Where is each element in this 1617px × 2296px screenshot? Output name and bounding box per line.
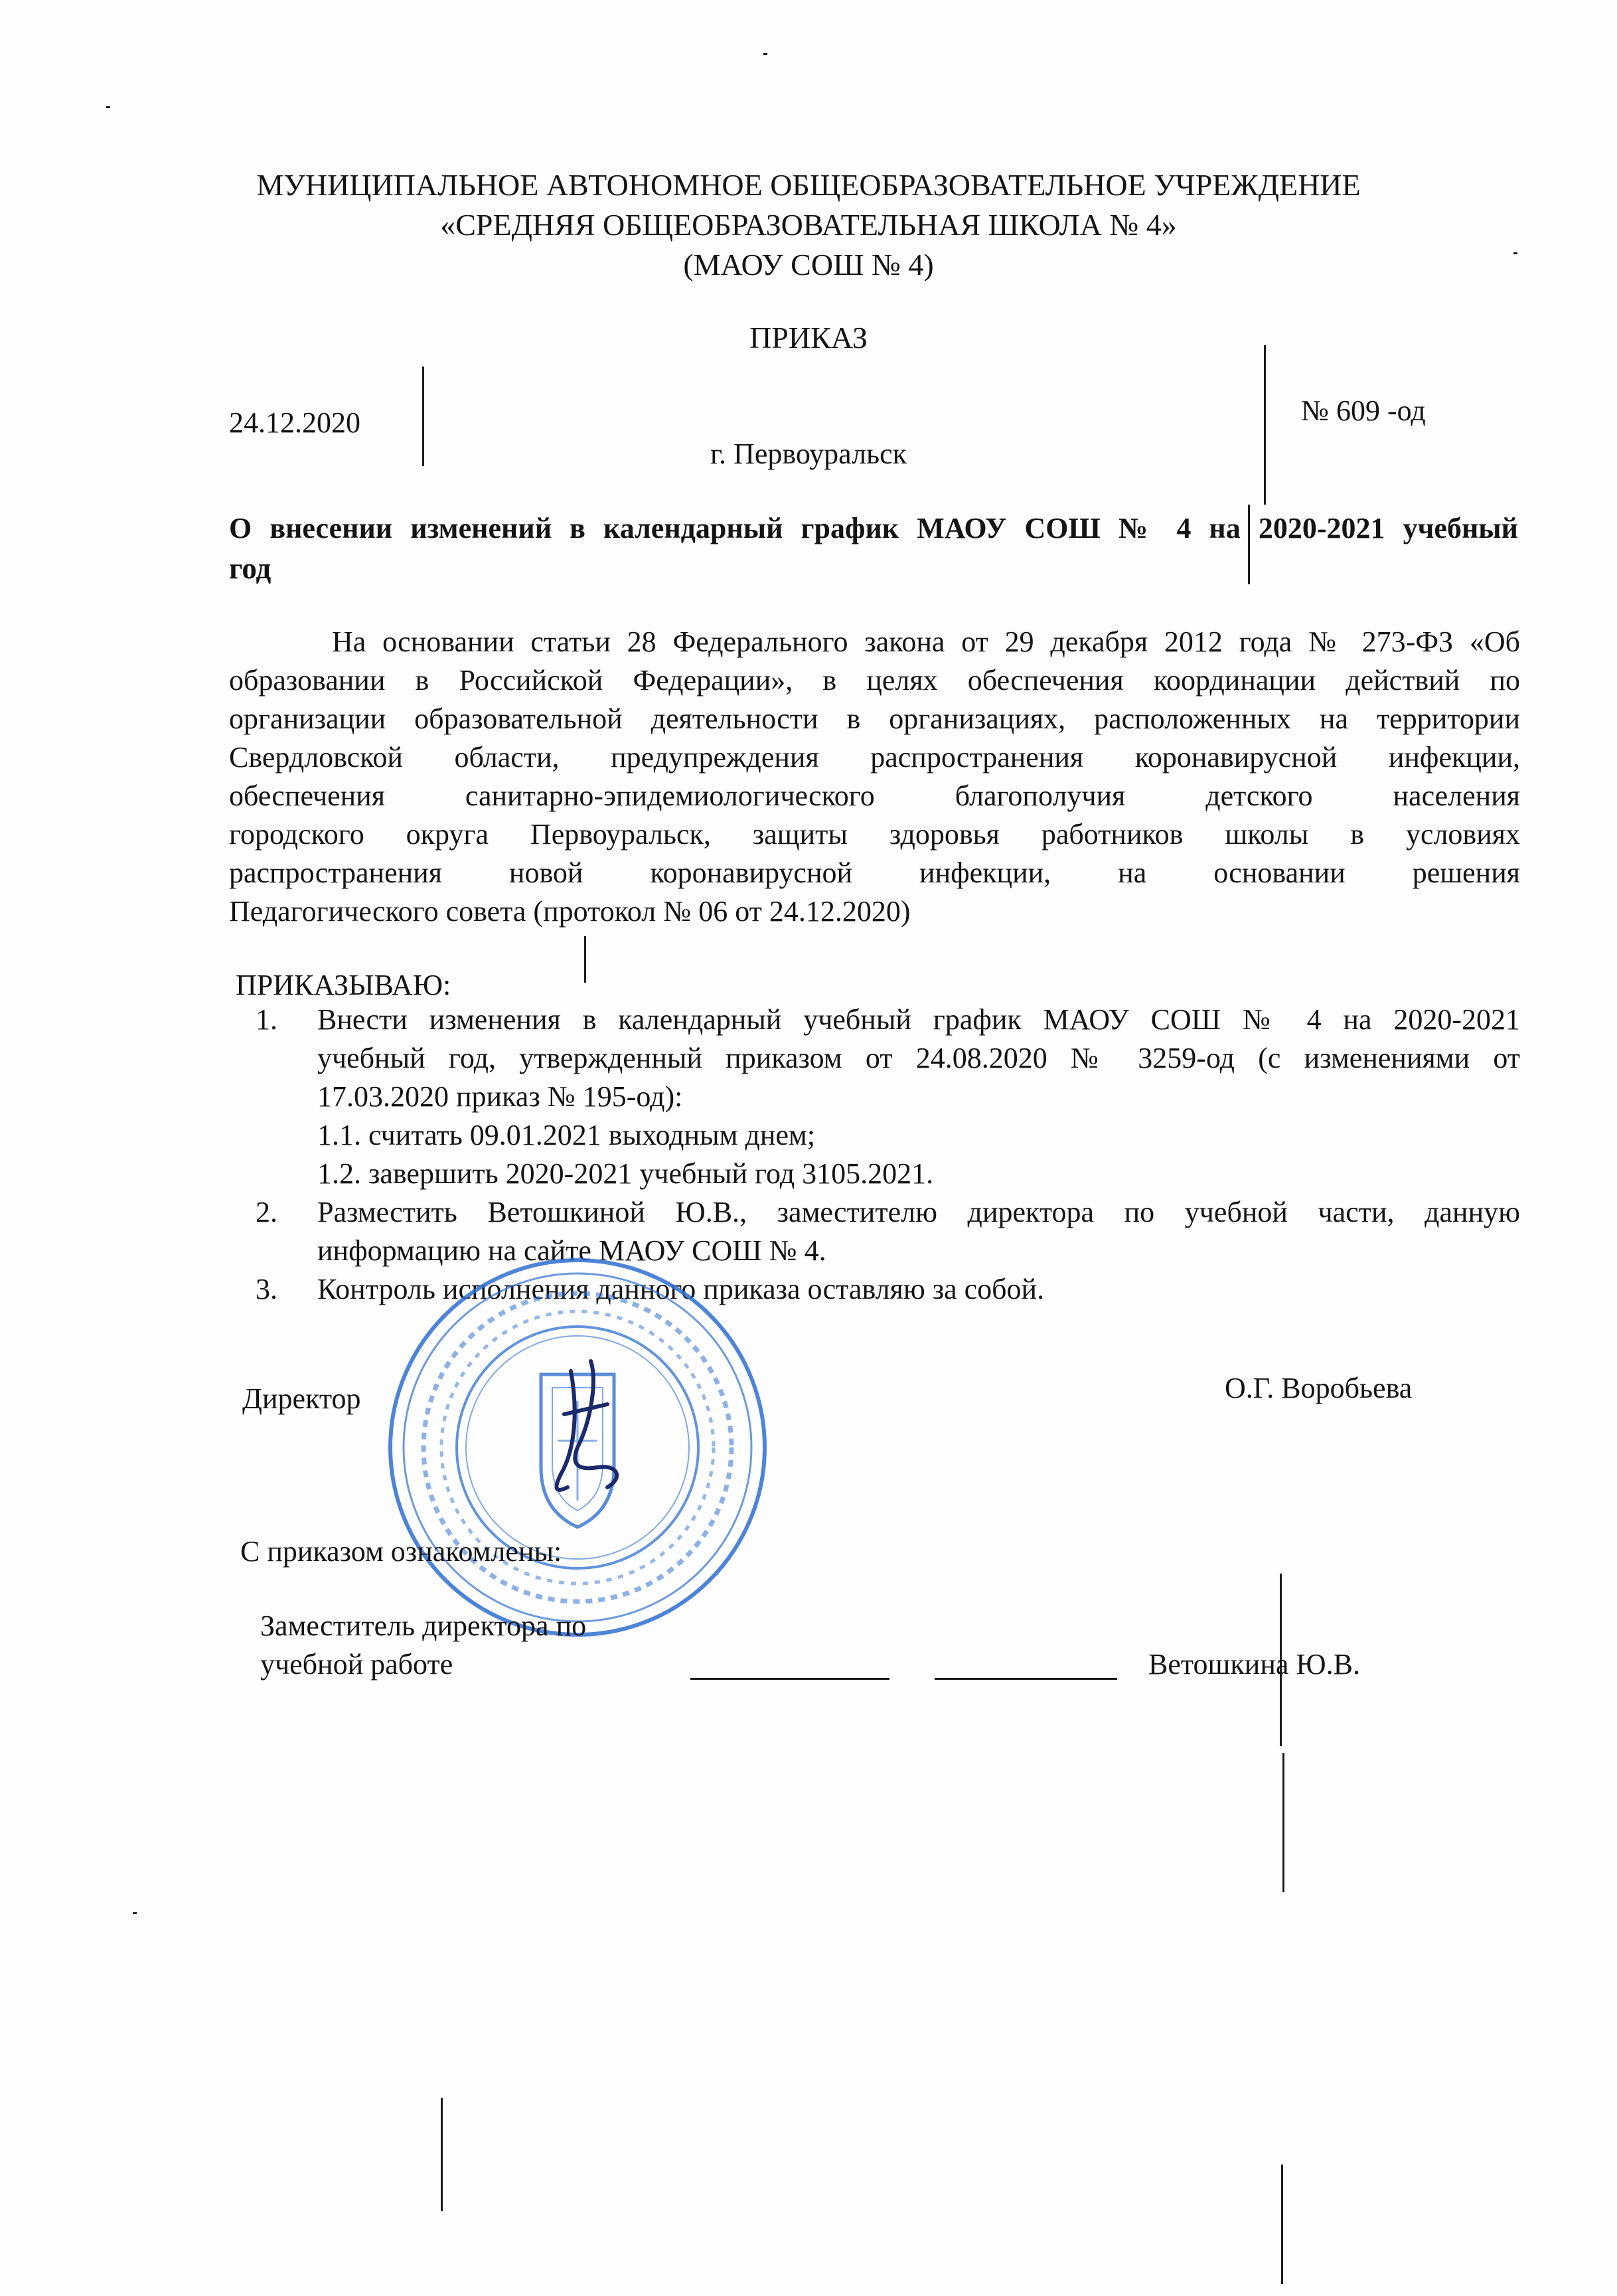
doc-type-title: ПРИКАЗ	[749, 321, 868, 355]
preamble-line: На основании статьи 28 Федерального закона от 29 декабря 2012 года № 273-ФЗ «Об	[332, 625, 1520, 658]
director-signature	[556, 1361, 617, 1490]
seal-graphic	[378, 1248, 777, 1647]
acquainted-heading: С приказом ознакомлены:	[240, 1535, 562, 1568]
preamble-line: Свердловской области, предупреждения распространения коронавирусной инфекции,	[229, 741, 1520, 774]
list-item-line: учебный год, утвержденный приказом от 24.08.2020 № 3259-од (с изменениями от	[317, 1042, 1520, 1074]
list-number: 3.	[256, 1273, 277, 1305]
list-number: 1.	[256, 1003, 277, 1036]
org-short-name: (МАОУ СОШ № 4)	[683, 248, 934, 282]
official-seal-stamp	[378, 1248, 777, 1647]
sub-item: 1.2. завершить 2020-2021 учебный год 3105.2021.	[317, 1157, 934, 1190]
subject-line2: год	[229, 552, 271, 585]
acquainted-role-line1: Заместитель директора по	[260, 1609, 587, 1642]
scan-speck	[1513, 252, 1517, 254]
scan-artifact-line	[1264, 345, 1266, 505]
org-name-line1: МУНИЦИПАЛЬНОЕ АВТОНОМНОЕ ОБЩЕОБРАЗОВАТЕЛЬНОЕ УЧРЕЖДЕНИЕ	[256, 168, 1361, 202]
org-name-line2: «СРЕДНЯЯ ОБЩЕОБРАЗОВАТЕЛЬНАЯ ШКОЛА № 4»	[440, 208, 1177, 242]
list-item-line: Внести изменения в календарный учебный график МАОУ СОШ № 4 на 2020-2021	[317, 1003, 1520, 1036]
preamble-line: городского округа Первоуральск, защиты здоровья работников школы в условиях	[229, 818, 1520, 851]
acquainted-name: Ветошкина Ю.В.	[1148, 1648, 1360, 1681]
order-number: № 609 -од	[1301, 394, 1426, 427]
preamble-line: образовании в Российской Федерации», в целях обеспечения координации действий по	[229, 664, 1520, 697]
order-date: 24.12.2020	[229, 406, 360, 439]
scan-speck	[763, 53, 767, 55]
list-item-line: Разместить Ветошкиной Ю.В., заместителю директора по учебной части, данную	[317, 1196, 1520, 1228]
subject-line1: О внесении изменений в календарный график МАОУ СОШ № 4 на 2020-2021 учебный	[229, 512, 1518, 544]
scan-artifact-line	[1281, 2165, 1283, 2284]
city: г. Первоуральск	[710, 438, 907, 470]
scan-artifact-line	[1282, 1753, 1284, 1892]
list-item-line: 17.03.2020 приказ № 195-од):	[317, 1080, 683, 1113]
preamble-line: организации образовательной деятельности в организациях, расположенных на территории	[229, 702, 1520, 735]
date-line	[935, 1678, 1117, 1680]
list-item-line: информацию на сайте МАОУ СОШ № 4.	[317, 1234, 826, 1267]
acquainted-role-line2: учебной работе	[260, 1648, 453, 1681]
preamble-line: Педагогического совета (протокол № 06 от 24.12.2020)	[229, 895, 911, 928]
scan-speck	[133, 1912, 137, 1914]
list-number: 2.	[256, 1196, 277, 1228]
scan-speck	[106, 106, 110, 108]
signature-line	[690, 1678, 889, 1680]
signatory-role: Директор	[242, 1382, 361, 1415]
scan-artifact-line	[441, 2098, 443, 2211]
sub-item: 1.1. считать 09.01.2021 выходным днем;	[317, 1119, 816, 1151]
scan-artifact-line	[584, 936, 586, 983]
preamble-line: обеспечения санитарно-эпидемиологического благополучия детского населения	[229, 779, 1520, 812]
preamble-line: распространения новой коронавирусной инфекции, на основании решения	[229, 857, 1520, 889]
signatory-name: О.Г. Воробьева	[1225, 1372, 1413, 1404]
list-item-line: Контроль исполнения данного приказа оставляю за собой.	[317, 1273, 1045, 1305]
order-heading: ПРИКАЗЫВАЮ:	[236, 969, 451, 1001]
